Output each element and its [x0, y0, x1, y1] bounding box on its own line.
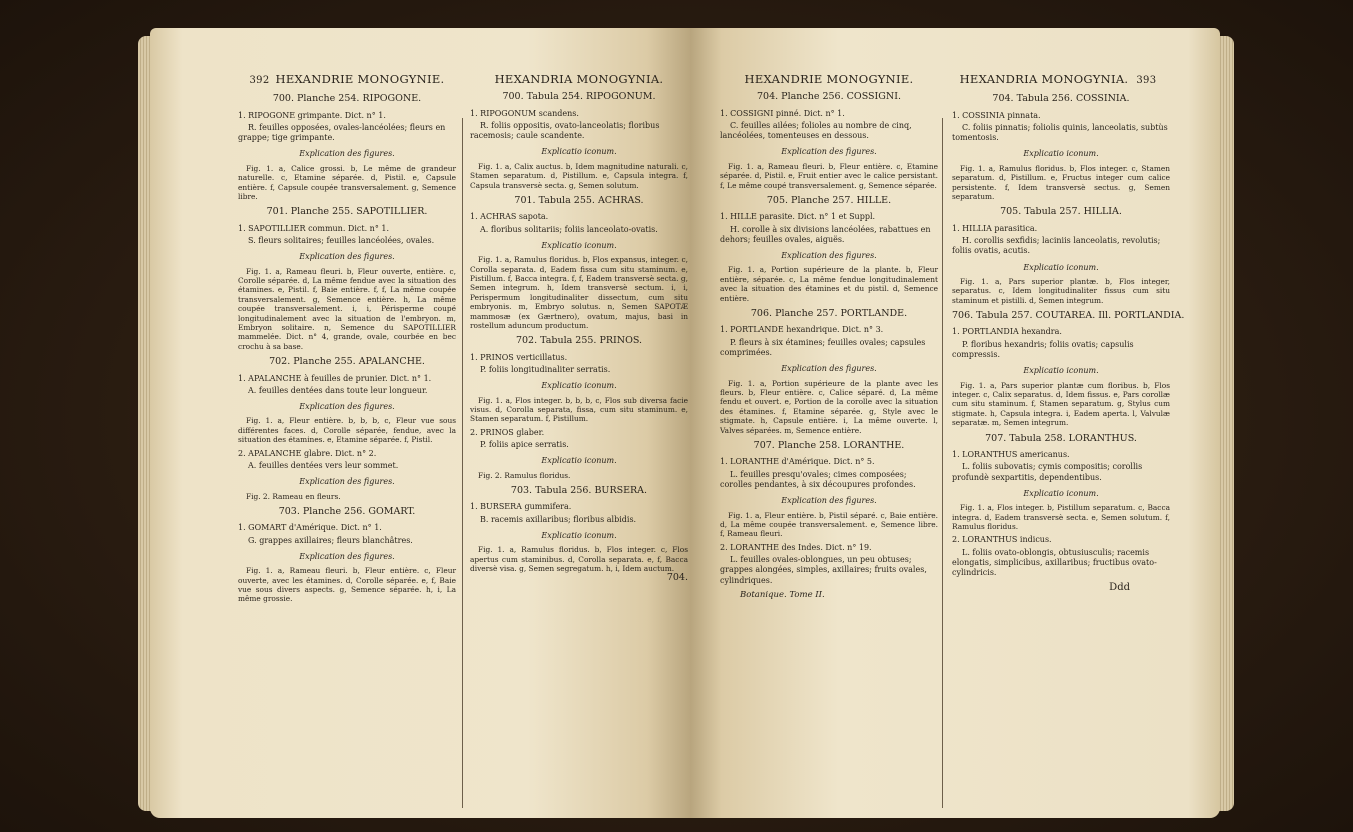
- column-divider: [942, 118, 943, 808]
- figure-caption: Fig. 1. a, Pars superior plantæ cum floribus. b, Flos integer. c, Calix separatus. d, Idem fissus. e, Pars corollæ cum situ staminum. f, Stamen separatum. g, Stylus cum stigmate. h, Capsula integra. i, Eadem aperta. l, Valvulæ separatæ. m, Semen integrum.: [952, 380, 1170, 428]
- species-entry: 1. COSSINIA pinnata.: [952, 110, 1041, 120]
- section-heading: 701. Tabula 255. ACHRAS.: [514, 195, 644, 206]
- section-heading: 703. Tabula 256. BURSERA.: [510, 485, 648, 497]
- column-1: [238, 74, 456, 608]
- figure-caption: Fig. 1. a, Calice grossi. b, Le même de grandeur naturelle. c, Etamine séparée. d, Pistil. e, Capsule entière. f, Capsule coupée transversalement. g, Semence libre.: [238, 163, 456, 201]
- explanation-heading: Explicatio iconum.: [541, 240, 617, 250]
- section-heading: 707. Planche 258. LORANTHE.: [753, 440, 905, 452]
- footer-title: Botanique. Tome II.: [740, 589, 825, 600]
- species-description: A. feuilles dentées vers leur sommet.: [248, 460, 399, 470]
- page-number: 393: [1136, 75, 1157, 86]
- explanation-heading: Explication des figures.: [781, 251, 877, 261]
- section-heading: 700. Planche 254. RIPOGONE.: [272, 93, 422, 105]
- species-entry: 1. RIPOGONUM scandens.: [470, 108, 579, 118]
- species-entry: 1. LORANTHE d'Amérique. Dict. n° 5.: [720, 457, 875, 467]
- species-entry: 1. COSSIGNI pinné. Dict. n° 1.: [720, 108, 845, 118]
- species-description: L. foliis subovatis; cymis compositis; corollis profundè sexpartitis, dependentibus.: [952, 462, 1143, 482]
- species-description: P. floribus hexandris; foliis ovatis; capsulis compressis.: [952, 339, 1134, 359]
- species-description: P. foliis longitudinaliter serratis.: [480, 365, 611, 375]
- explanation-heading: Explicatio iconum.: [1023, 262, 1099, 272]
- column-divider: [462, 118, 463, 808]
- figure-caption: Fig. 2. Ramulus floridus.: [478, 470, 571, 480]
- figure-caption: Fig. 2. Rameau en fleurs.: [246, 491, 341, 501]
- species-description: G. grappes axillaires; fleurs blanchâtres.: [248, 535, 413, 545]
- section-heading: 706. Tabula 257. COUTAREA. Ill. PORTLANDIA.: [952, 310, 1185, 322]
- explanation-heading: Explicatio iconum.: [541, 381, 617, 391]
- section-heading: 706. Planche 257. PORTLANDE.: [750, 308, 908, 320]
- explanation-heading: Explication des figures.: [781, 496, 877, 506]
- species-entry: 2. PRINOS glaber.: [470, 427, 545, 437]
- species-description: C. foliis pinnatis; foliolis quinis, lanceolatis, subtùs tomentosis.: [952, 122, 1168, 143]
- explanation-heading: Explication des figures.: [781, 364, 877, 374]
- figure-caption: Fig. 1. a, Flos integer. b, Pistillum separatum. c, Bacca integra. d, Eadem transversè secta. e, Semen solutum. f, Ramulus floridus.: [952, 503, 1170, 531]
- figure-caption: Fig. 1. a, Rameau fleuri. b, Fleur ouverte, entière. c, Corolle séparée. d, La même fendue avec la situation des étamines. e, Pistil. f, Baie entière. f, f, La même coupée transversalement. g, Semence entière. h, La même coupée transversalement. i, i, Périsperme coupé longitudinalement avec la situation de l'embryon. m, Embryon solitaire. n, Semence du SAPOTILLIER mammelée. Dict. n° 4, grande, ovale, courbée en bec crochu à sa base.: [238, 266, 456, 351]
- species-description: A. feuilles dentées dans toute leur longueur.: [248, 385, 428, 395]
- column-4: [952, 72, 1185, 593]
- species-entry: 1. HILLIA parasitica.: [952, 223, 1038, 233]
- species-entry: 1. ACHRAS sapota.: [470, 212, 549, 222]
- column-2: [470, 72, 688, 584]
- column-header: HEXANDRIE MONOGYNIE.: [744, 72, 914, 86]
- left-page: [150, 28, 690, 818]
- species-entry: 1. PRINOS verticillatus.: [470, 352, 568, 362]
- species-entry: 1. GOMART d'Amérique. Dict. n° 1.: [238, 523, 382, 533]
- column-header: 392 HEXANDRIE MONOGYNIE.: [249, 72, 445, 86]
- species-description: P. fleurs à six étamines; feuilles ovales; capsules comprimées.: [720, 337, 926, 357]
- species-entry: 1. APALANCHE à feuilles de prunier. Dict. n° 1.: [238, 373, 432, 383]
- species-entry: 2. APALANCHE glabre. Dict. n° 2.: [238, 448, 377, 458]
- section-heading: 704. Tabula 256. COSSINIA.: [992, 93, 1130, 105]
- right-page: [690, 28, 1220, 818]
- section-heading: 702. Planche 255. APALANCHE.: [269, 356, 425, 368]
- explanation-heading: Explication des figures.: [299, 477, 395, 487]
- column-header: HEXANDRIA MONOGYNIA.: [494, 72, 664, 86]
- figure-caption: Fig. 1. a, Rameau fleuri. b, Fleur entière. c, Etamine séparée. d, Pistil. e, Fruit entier avec le calice persistant. f, Le même coupé transversalement. g, Semence séparée.: [720, 161, 938, 190]
- figure-caption: Fig. 1. a, Rameau fleuri. b, Fleur entière. c, Fleur ouverte, avec les étamines. d, Corolle séparée. e, f, Baie vue sous divers aspects. g, Semence séparée. h, i, La même grossie.: [238, 566, 456, 604]
- explanation-heading: Explicatio iconum.: [541, 531, 617, 541]
- section-heading: 700. Tabula 254. RIPOGONUM.: [502, 91, 656, 103]
- explanation-heading: Explication des figures.: [781, 147, 877, 157]
- species-entry: 1. BURSERA gummifera.: [470, 502, 572, 512]
- species-entry: 1. PORTLANDE hexandrique. Dict. n° 3.: [720, 325, 884, 335]
- section-heading: 704. Planche 256. COSSIGNI.: [757, 91, 901, 103]
- species-description: S. fleurs solitaires; feuilles lancéolées, ovales.: [248, 236, 435, 245]
- figure-caption: Fig. 1. a, Pars superior plantæ. b, Flos integer, separatus. c, Idem longitudinaliter fissus cum situ staminum et pistilli. d, Semen integrum.: [952, 276, 1170, 305]
- species-description: A. floribus solitariis; foliis lanceolato-ovatis.: [480, 224, 658, 234]
- species-description: R. foliis oppositis, ovato-lanceolatis; floribus racemosis; caule scandente.: [470, 120, 660, 141]
- explanation-heading: Explicatio iconum.: [541, 147, 617, 157]
- explanation-heading: Explicatio iconum.: [1023, 488, 1099, 498]
- explanation-heading: Explication des figures.: [299, 402, 395, 412]
- signature-mark: Ddd: [1109, 581, 1130, 593]
- explanation-heading: Explication des figures.: [299, 551, 395, 561]
- right-page-edges: [1218, 36, 1234, 811]
- section-heading: 703. Planche 256. GOMART.: [278, 505, 416, 517]
- species-entry: 2. LORANTHE des Indes. Dict. n° 19.: [720, 542, 872, 552]
- species-description: H. corollis sexfidis; laciniis lanceolatis, revolutis; foliis ovatis, acutis.: [952, 236, 1161, 256]
- species-entry: 1. HILLE parasite. Dict. n° 1 et Suppl.: [720, 212, 876, 222]
- figure-caption: Fig. 1. a, Fleur entière. b, Pistil séparé. c, Baie entière. d, La même coupée transversalement. e, Semence libre. f, Rameau fleuri.: [720, 510, 938, 539]
- figure-caption: Fig. 1. a, Ramulus floridus. b, Flos expansus, integer. c, Corolla separata. d, Eadem fissa cum situ staminum. e, Pistillum. f, Bacca integra. f, f, Eadem transversè secta. g, Semen integrum. h, Idem transversè sectum. i, i, Perispermum longitudinaliter dissectum, cum situ embryonis. m, Embryo solutus. n, Semen SAPOTÆ mammosæ (ex Gærtnero), ovatum, majus, basi in rostellum aduncum productum.: [470, 255, 688, 331]
- species-description: B. racemis axillaribus; floribus albidis.: [480, 514, 637, 524]
- column-3: [720, 74, 938, 600]
- explanation-heading: Explicatio iconum.: [1023, 366, 1099, 376]
- column-body: [720, 92, 938, 586]
- species-entry: 1. PORTLANDIA hexandra.: [952, 327, 1062, 337]
- species-entry: 1. SAPOTILLIER commun. Dict. n° 1.: [238, 223, 390, 233]
- section-heading: 707. Tabula 258. LORANTHUS.: [985, 432, 1137, 444]
- explanation-heading: Explicatio iconum.: [1023, 149, 1099, 159]
- explanation-heading: Explication des figures.: [299, 149, 395, 159]
- species-description: C. feuilles ailées; folioles au nombre de cinq, lancéolées, tomenteuses en dessous.: [720, 120, 912, 141]
- section-heading: 705. Planche 257. HILLE.: [766, 195, 892, 206]
- species-description: R. feuilles opposées, ovales-lancéolées; fleurs en grappe; tige grimpante.: [238, 122, 446, 143]
- figure-caption: Fig. 1. a, Portion supérieure de la plante. b, Fleur entière, séparée. c, La même fendue longitudinalement avec la situation des étamines et du pistil. d, Semence entière.: [720, 265, 938, 303]
- species-description: H. corolle à six divisions lancéolées, rabattues en dehors; feuilles ovales, aiguës.: [720, 224, 931, 244]
- figure-caption: Fig. 1. a, Ramulus floridus. b, Flos integer. c, Stamen separatum. d, Pistillum. e, Fructus integer cum calice persistente. f, Idem transversè sectus. g, Semen separatum.: [952, 163, 1170, 201]
- catchword: 704.: [666, 572, 688, 584]
- species-description: L. feuilles presqu'ovales; cimes composées; corolles pendantes, à six découpures profondes.: [720, 469, 916, 489]
- explanation-heading: Explication des figures.: [299, 252, 395, 262]
- column-body: [470, 92, 688, 573]
- species-entry: 1. RIPOGONE grimpante. Dict. n° 1.: [238, 110, 386, 120]
- section-heading: 702. Tabula 255. PRINOS.: [515, 335, 643, 347]
- explanation-heading: Explicatio iconum.: [541, 456, 617, 466]
- figure-caption: Fig. 1. a, Flos integer. b, b, b, c, Flos sub diversa facie visus. d, Corolla separata, fissa, cum situ staminum. e, Stamen separatum. f, Pistillum.: [470, 395, 688, 424]
- page-number: 392: [249, 75, 270, 86]
- figure-caption: Fig. 1. a, Ramulus floridus. b, Flos integer. c, Flos apertus cum staminibus. d, Corolla separata. e, f, Bacca diversè visa. g, Semen segregatum. h, i, Idem auctum.: [470, 545, 688, 574]
- figure-caption: Fig. 1. a, Portion supérieure de la plante avec les fleurs. b, Fleur entière. c, Calice séparé. d, La même fendu et ouvert. e, Portion de la corolle avec la situation des étamines. f, Etamine séparée. g, Style avec le stigmate. h, Capsule entière. i, La même ouverte. l, Valves séparées. m, Semence entière.: [720, 378, 938, 435]
- column-body: [238, 94, 456, 603]
- species-description: L. feuilles ovales-oblongues, un peu obtuses; grappes alongées, simples, axillaires; fruits ovales, cylindriques.: [720, 555, 927, 585]
- column-body: [952, 93, 1185, 578]
- species-entry: 1. LORANTHUS americanus.: [952, 449, 1070, 459]
- species-description: P. foliis apice serratis.: [480, 440, 569, 450]
- section-heading: 705. Tabula 257. HILLIA.: [1000, 206, 1122, 218]
- species-entry: 2. LORANTHUS indicus.: [952, 535, 1052, 545]
- species-description: L. foliis ovato-oblongis, obtusiusculis; racemis elongatis, simplicibus, axillaribus; fructibus ovato-cylindricis.: [952, 547, 1157, 578]
- figure-caption: Fig. 1. a, Calix auctus. b, Idem magnitudine naturali. c, Stamen separatum. d, Pistillum. e, Capsula integra. f, Capsula transversè secta. g, Semen solutum.: [470, 161, 688, 190]
- figure-caption: Fig. 1. a, Fleur entière. b, b, b, c, Fleur vue sous différentes faces. d, Corolle séparée, fendue, avec la situation des étamines. e, Etamine séparée. f, Pistil.: [238, 416, 456, 445]
- column-header: HEXANDRIA MONOGYNIA. 393: [959, 72, 1157, 86]
- section-heading: 701. Planche 255. SAPOTILLIER.: [266, 206, 428, 218]
